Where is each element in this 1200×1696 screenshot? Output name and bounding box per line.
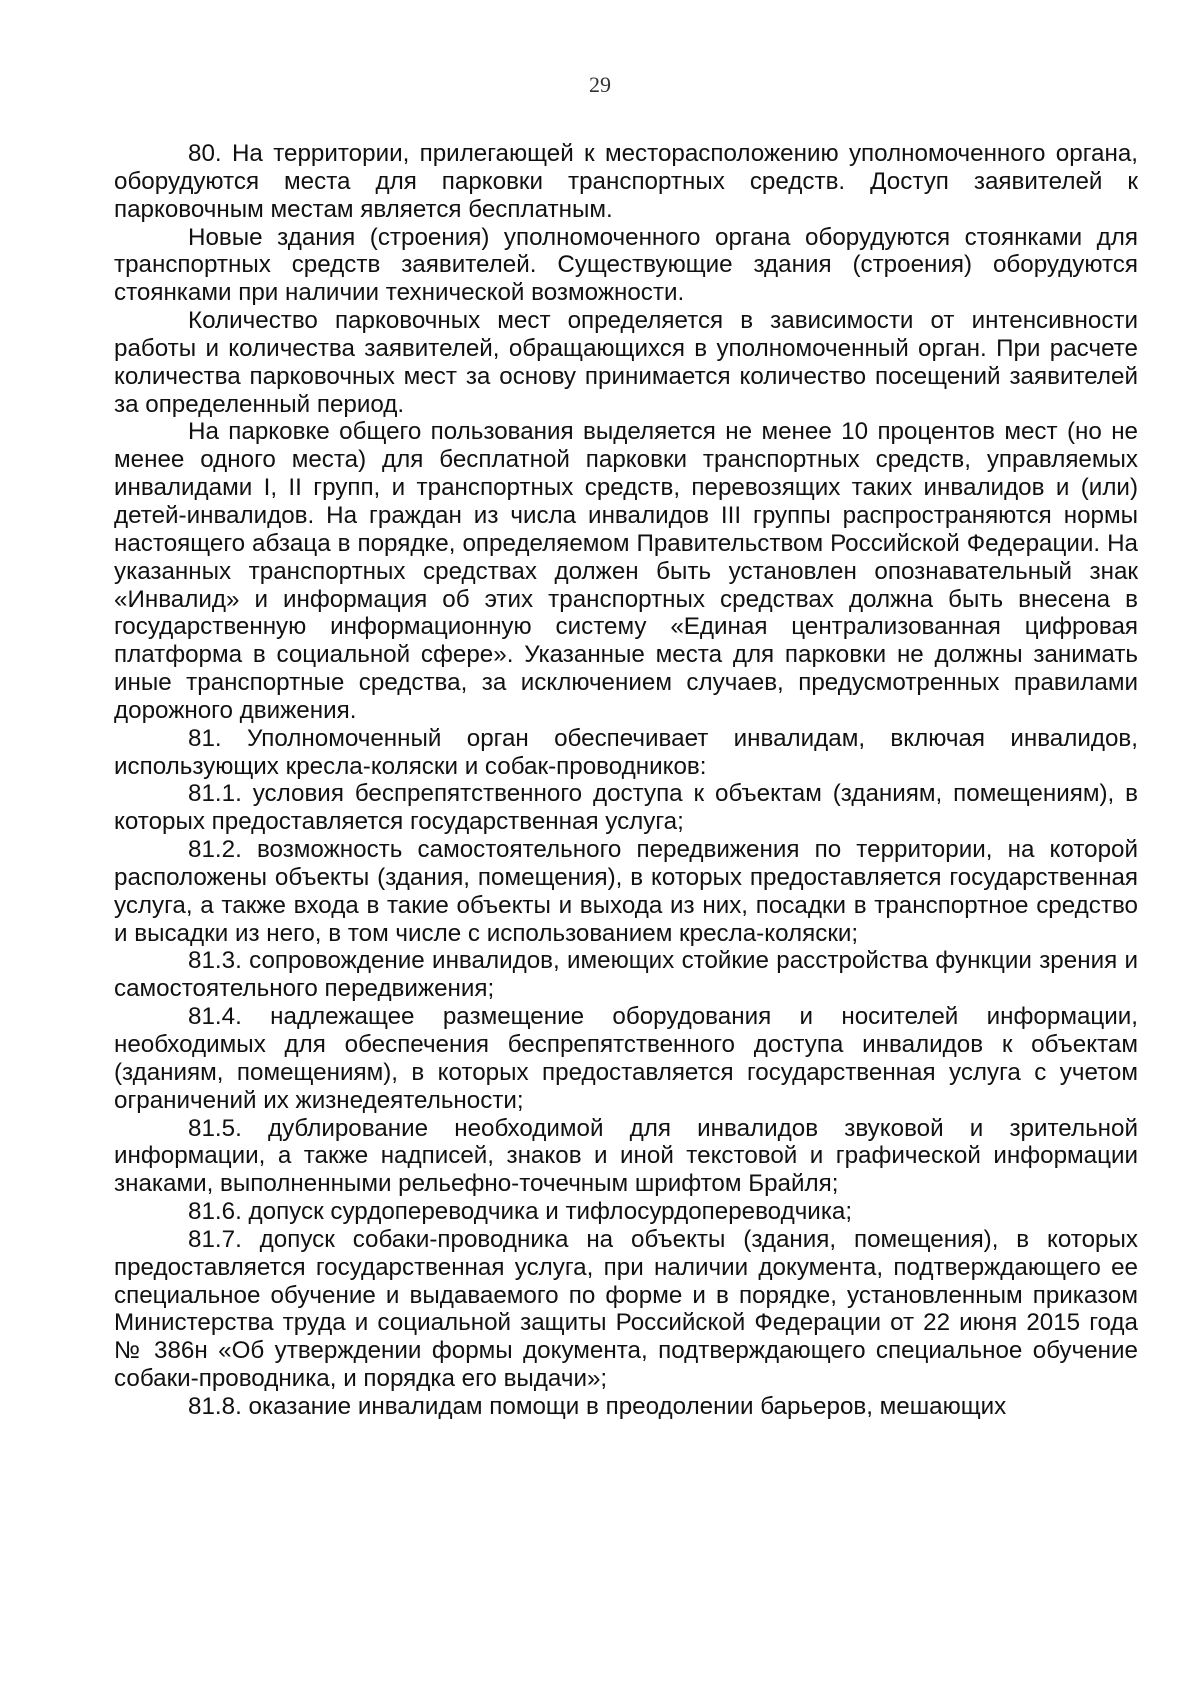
paragraph-80: 80. На территории, прилегающей к месторасположению уполномоченного органа, оборудуются места для парковки транспортных средств. Доступ заявителей к парковочным местам является бесплатным. xyxy=(114,140,1138,223)
paragraph-81-8: 81.8. оказание инвалидам помощи в преодолении барьеров, мешающих xyxy=(188,1392,1007,1420)
paragraph-81-4: 81.4. надлежащее размещение оборудования и носителей информации, необходимых для обеспечения беспрепятственного доступа инвалидов к объектам (зданиям, помещениям), в которых предоставляется государственная услуга с учетом ограничений их жизнедеятельности; xyxy=(114,1003,1138,1114)
paragraph-81-1: 81.1. условия беспрепятственного доступа к объектам (зданиям, помещениям), в которых предоставляется государственная услуга; xyxy=(114,780,1138,836)
paragraph-81-5: 81.5. дублирование необходимой для инвалидов звуковой и зрительной информации, а также надписей, знаков и иной текстовой и графической информации знаками, выполненными рельефно-точечным шрифтом Брайля; xyxy=(114,1114,1138,1198)
paragraph-81-7: 81.7. допуск собаки-проводника на объекты (здания, помещения), в которых предоставляется государственная услуга, при наличии документа, подтверждающего ее специальное обучение и выдаваемого по форме и в порядке, установленным приказом Министерства труда и социальной защиты Российской Федерации от 22 июня 2015 года № 386н «Об утверждении формы документа, подтверждающего специальное обучение собаки-проводника, и порядка его выдачи»; xyxy=(114,1225,1138,1393)
paragraph-parking-count: Количество парковочных мест определяется в зависимости от интенсивности работы и количества заявителей, обращающихся в уполномоченный орган. При расчете количества парковочных мест за основу принимается количество посещений заявителей за определенный период. xyxy=(114,307,1138,418)
paragraph-disabled-parking: На парковке общего пользования выделяется не менее 10 процентов мест (но не менее одного места) для бесплатной парковки транспортных средств, управляемых инвалидами I, II групп, и транспортных средств, перевозящих таких инвалидов и (или) детей-инвалидов. На граждан из числа инвалидов III группы распространяются нормы настоящего абзаца в порядке, определяемом Правительством Российской Федерации. На указанных транспортных средствах должен быть установлен опознавательный знак «Инвалид» и информация об этих транспортных средствах должна быть внесена в государственную информационную систему «Единая централизованная цифровая платформа в социальной сфере». Указанные места для парковки не должны занимать иные транспортные средства, за исключением случаев, предусмотренных правилами дорожного движения. xyxy=(114,418,1138,724)
paragraph-81-3: 81.3. сопровождение инвалидов, имеющих стойкие расстройства функции зрения и самостоятельного передвижения; xyxy=(114,947,1138,1003)
page-number: 29 xyxy=(589,72,611,97)
document-body xyxy=(114,140,1138,1421)
paragraph-new-buildings-parking: Новые здания (строения) уполномоченного органа оборудуются стоянками для транспортных средств заявителей. Существующие здания (строения) оборудуются стоянками при наличии технической возможности. xyxy=(114,223,1138,307)
paragraph-81: 81. Уполномоченный орган обеспечивает инвалидам, включая инвалидов, использующих кресла-коляски и собак-проводников: xyxy=(114,724,1138,780)
paragraph-81-6: 81.6. допуск сурдопереводчика и тифлосурдопереводчика; xyxy=(188,1198,853,1226)
paragraph-81-2: 81.2. возможность самостоятельного передвижения по территории, на которой расположены объекты (здания, помещения), в которых предоставляется государственная услуга, а также входа в такие объекты и выхода из них, посадки в транспортное средство и высадки из него, в том числе с использованием кресла-коляски; xyxy=(114,836,1138,947)
